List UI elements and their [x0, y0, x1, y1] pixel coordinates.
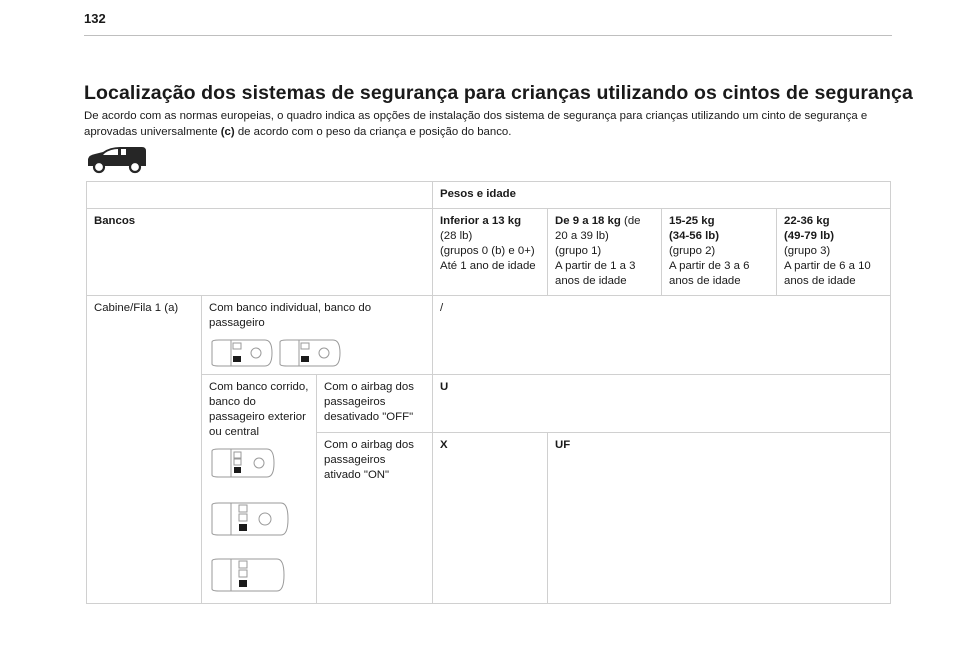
group-weight: De 9 a 18 kg: [555, 215, 621, 227]
table-row: [87, 296, 891, 375]
group-name: (grupo 2): [669, 245, 716, 257]
group-age: Até 1 ano de idade: [440, 260, 536, 272]
car-top-view-diagram: [209, 338, 343, 368]
group-cell-2: [662, 209, 777, 296]
group-lb: (28 lb): [440, 230, 473, 242]
table-groups-row: [87, 209, 891, 296]
header-weights-cell: Pesos e idade: [433, 182, 891, 209]
group-name: (grupo 1): [555, 245, 602, 257]
group-lb: (de 20 a 39 lb): [555, 215, 641, 242]
van-icon: [86, 146, 148, 174]
header-empty-cell: [87, 182, 433, 209]
group-name: (grupo 3): [784, 245, 831, 257]
group-age: A partir de 3 a 6 anos de idade: [669, 260, 750, 287]
bench-seat-label: Com banco corrido, banco do passageiro exterior ou central: [209, 381, 309, 438]
group-lb: (49-79 lb): [784, 230, 835, 242]
intro-bold: (c): [220, 126, 235, 138]
airbag-on-cell: Com o airbag dos passageiros ativado "ON": [317, 433, 433, 604]
group-age: A partir de 1 a 3 anos de idade: [555, 260, 636, 287]
page-number: 132: [84, 11, 106, 26]
airbag-on-value-cell-2: UF: [548, 433, 891, 604]
single-seat-cell: [202, 296, 433, 375]
single-seat-value-cell: /: [433, 296, 891, 375]
row-cab-cell: Cabine/Fila 1 (a): [87, 296, 202, 604]
group-weight: Inferior a 13 kg: [440, 215, 522, 227]
header-seats-cell: Bancos: [87, 209, 433, 296]
intro-text-after: de acordo com o peso da criança e posição do banco.: [234, 126, 512, 138]
car-top-view-diagram: [209, 447, 289, 597]
intro-text-before: De acordo com as normas europeias, o quadro indica as opções de instalação dos sistema de segurança para crianças utilizando um cinto de segurança e aprovadas universalmente: [84, 110, 868, 138]
group-name: (grupos 0 (b) e 0+): [440, 245, 535, 257]
child-seat-table: [86, 181, 891, 604]
table-row: [87, 375, 891, 433]
group-weight: 22-36 kg: [784, 215, 830, 227]
single-seat-label: Com banco individual, banco do passageiro: [209, 302, 372, 329]
airbag-on-value-cell-1: X: [433, 433, 548, 604]
group-cell-1: [548, 209, 662, 296]
group-weight: 15-25 kg: [669, 215, 715, 227]
top-rule: [84, 35, 892, 36]
airbag-off-value-cell: U: [433, 375, 891, 433]
group-age: A partir de 6 a 10 anos de idade: [784, 260, 871, 287]
intro-paragraph: [84, 108, 894, 140]
airbag-off-cell: Com o airbag dos passageiros desativado "OFF": [317, 375, 433, 433]
group-cell-0: [433, 209, 548, 296]
group-cell-3: [777, 209, 891, 296]
page-title: Localização dos sistemas de segurança para crianças utilizando os cintos de segurança: [84, 82, 913, 104]
group-lb: (34-56 lb): [669, 230, 720, 242]
table-header-row: [87, 182, 891, 209]
bench-seat-cell: [202, 375, 317, 604]
